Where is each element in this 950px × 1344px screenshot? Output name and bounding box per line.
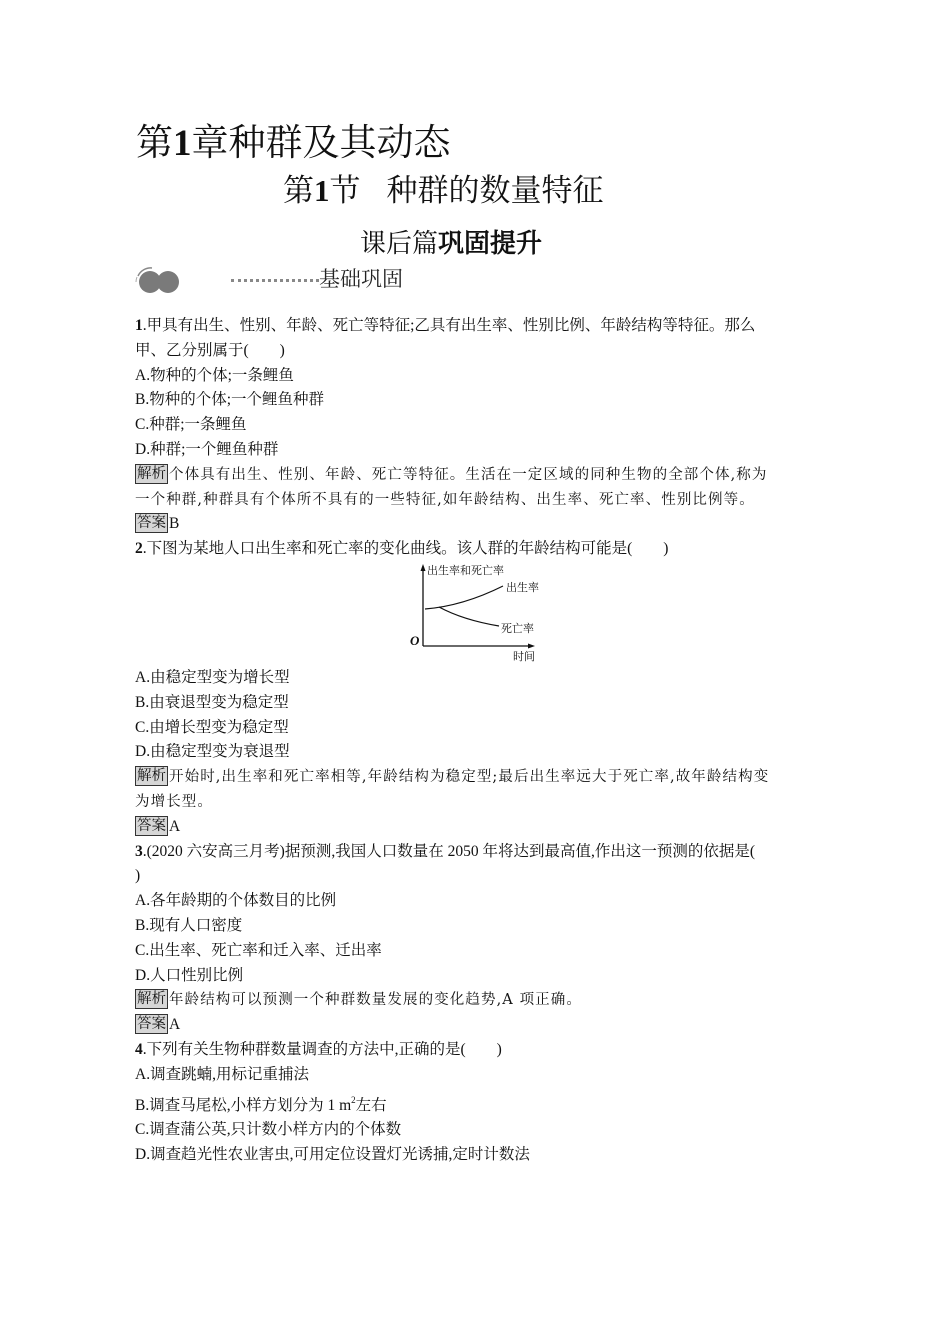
question-4: [135, 1038, 815, 1168]
option-c: C.调查蒲公英,只计数小样方内的个体数: [135, 1121, 402, 1139]
option-a: A.物种的个体;一条鲤鱼: [135, 366, 294, 384]
option-b: [135, 1088, 815, 1119]
answer: [135, 1013, 815, 1038]
explanation-line: 一个种群,种群具有个体所不具有的一些特征,如年龄结构、出生率、死亡率、性别比例等。: [135, 491, 755, 508]
section-name: 种群的数量特征: [386, 173, 604, 209]
option-b: B.由衰退型变为稳定型: [135, 693, 289, 711]
question-stem: [135, 840, 815, 865]
option-a: A.调查跳蝻,用标记重捕法: [135, 1065, 309, 1083]
answer-value: A: [169, 1016, 181, 1034]
explanation-line: 为增长型。: [135, 793, 213, 810]
subtitle-normal: 课后篇: [360, 229, 439, 259]
double-circle-icon: [134, 266, 184, 294]
dotted-leader: [231, 279, 319, 282]
stem-line: .下列有关生物种群数量调查的方法中,正确的是( ): [142, 1040, 502, 1058]
birth-death-rate-chart: [403, 562, 553, 662]
option-d: D.人口性别比例: [135, 966, 244, 984]
answer-tag: 答案: [137, 515, 166, 532]
stem-line: .下图为某地人口出生率和死亡率的变化曲线。该人群的年龄结构可能是( ): [142, 540, 669, 558]
question-1: [135, 314, 815, 537]
option-b-text: B.调查马尾松,小样方划分为 1 m: [135, 1096, 352, 1114]
answer-tag: 答案: [137, 1016, 166, 1033]
section-bar: [134, 262, 534, 296]
stem-line: .甲具有出生、性别、年龄、死亡等特征;乙具有出生率、性别比例、年龄结构等特征。那么: [142, 317, 756, 334]
answer: [135, 815, 815, 840]
option-a: A.各年龄期的个体数目的比例: [135, 892, 337, 910]
birth-rate-label: 出生率: [506, 580, 539, 594]
explanation-line: 年龄结构可以预测一个种群数量发展的变化趋势,A 项正确。: [169, 992, 582, 1009]
option-a: A.由稳定型变为增长型: [135, 668, 290, 686]
question-2: [135, 537, 815, 839]
section-prefix: 第: [283, 173, 314, 209]
chapter-title: [136, 118, 451, 169]
option-b: B.现有人口密度: [135, 916, 243, 934]
figure-container: [135, 562, 815, 666]
y-axis-label: 出生率和死亡率: [427, 563, 504, 577]
explanation: [135, 765, 815, 790]
question-stem: [135, 1038, 815, 1063]
answer-value: B: [169, 515, 180, 533]
explanation-tag: 解析: [137, 991, 166, 1008]
x-axis-label: 时间: [513, 649, 535, 662]
option-b: B.物种的个体;一个鲤鱼种群: [135, 391, 325, 409]
chapter-name: 章种群及其动态: [191, 121, 451, 164]
question-stem: [135, 314, 815, 339]
stem-line: 甲、乙分别属于( ): [135, 341, 285, 359]
question-number: 4: [135, 1040, 143, 1058]
option-c: C.由增长型变为稳定型: [135, 718, 289, 736]
explanation-line: 个体具有出生、性别、年龄、死亡等特征。生活在一定区域的同种生物的全部个体,称为: [169, 466, 768, 483]
option-d: D.由稳定型变为衰退型: [135, 743, 290, 761]
stem-line: ): [135, 867, 141, 885]
explanation: [135, 988, 815, 1013]
explanation-tag: 解析: [137, 768, 166, 785]
death-rate-label: 死亡率: [501, 621, 534, 635]
option-d: D.调查趋光性农业害虫,可用定位设置灯光诱捕,定时计数法: [135, 1146, 530, 1164]
option-d: D.种群;一个鲤鱼种群: [135, 440, 279, 458]
answer: [135, 512, 815, 537]
stem-line: .(2020 六安高三月考)据预测,我国人口数量在 2050 年将达到最高值,作出这一预测的依据是(: [142, 842, 755, 860]
option-c: C.出生率、死亡率和迁入率、迁出率: [135, 941, 382, 959]
answer-value: A: [169, 817, 181, 835]
origin-label: O: [410, 632, 420, 648]
content: [135, 314, 815, 1168]
superscript: 2: [351, 1094, 356, 1105]
explanation: [135, 463, 815, 488]
section-label: 基础巩固: [319, 267, 403, 291]
question-stem: [135, 537, 815, 562]
answer-tag: 答案: [137, 817, 166, 834]
question-number: 3: [135, 842, 143, 860]
option-c: C.种群;一条鲤鱼: [135, 416, 247, 434]
subtitle: [360, 226, 542, 262]
explanation-tag: 解析: [137, 465, 166, 482]
subtitle-bold: 巩固提升: [438, 229, 543, 259]
question-3: [135, 840, 815, 1038]
section-number: 1: [314, 173, 330, 208]
question-number: 1: [135, 317, 143, 334]
chapter-number: 1: [173, 123, 192, 164]
explanation-line: 开始时,出生率和死亡率相等,年龄结构为稳定型;最后出生率远大于死亡率,故年龄结构变: [169, 769, 770, 786]
section-suffix: 节: [329, 173, 361, 209]
chapter-prefix: 第: [136, 121, 173, 164]
question-number: 2: [135, 540, 143, 558]
option-b-tail: 左右: [355, 1096, 387, 1114]
section-title: [283, 168, 604, 214]
